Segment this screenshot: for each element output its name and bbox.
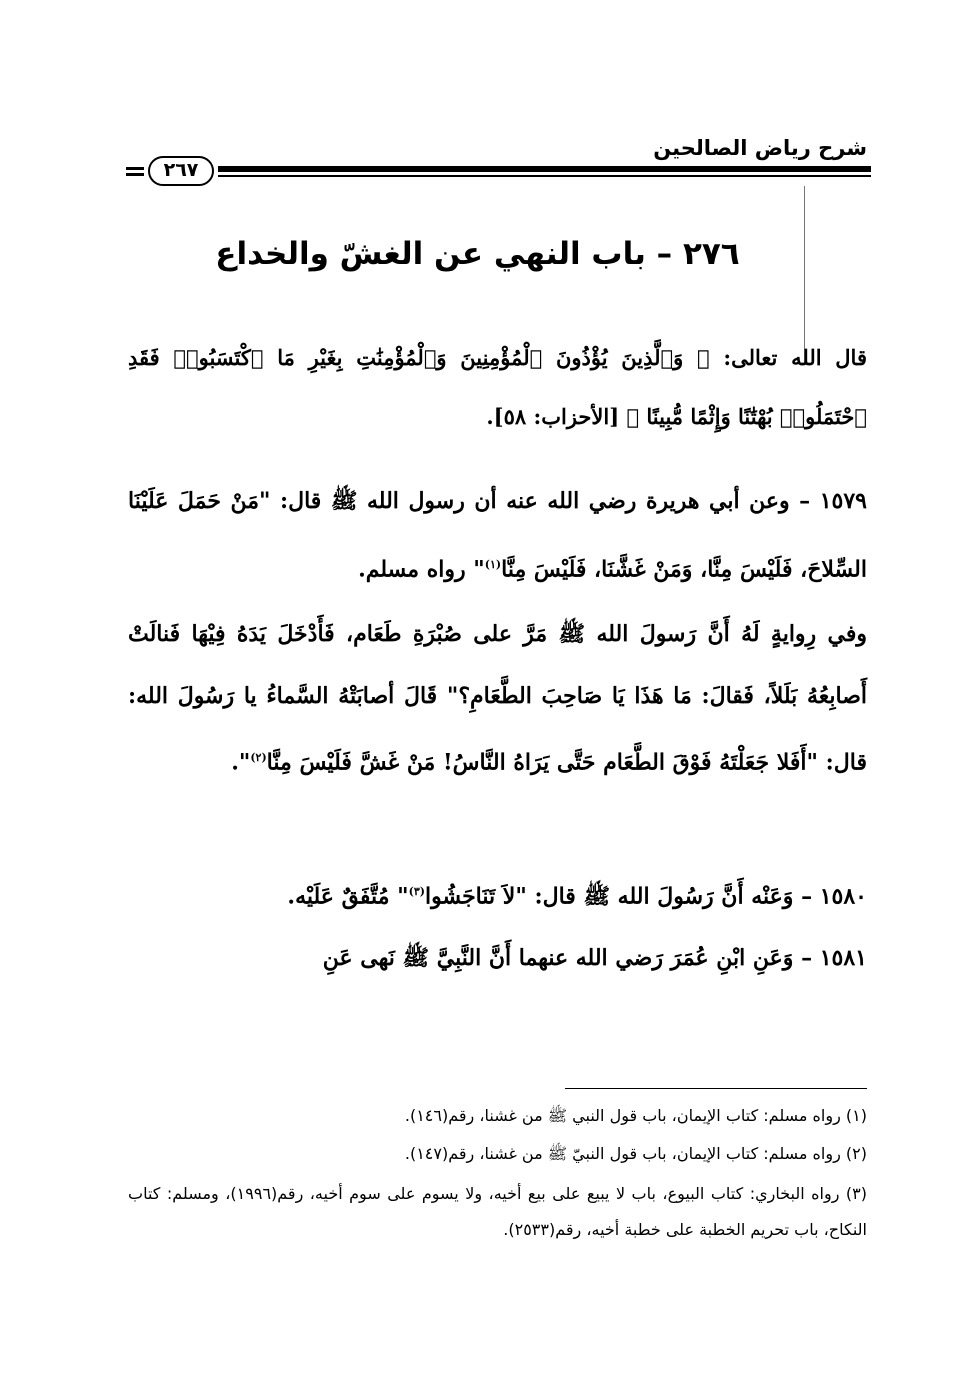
hadith-1579 <box>128 470 867 601</box>
hadith-1580 <box>128 862 867 926</box>
page-number-badge: ٢٦٧ <box>148 156 214 186</box>
hadith-text: ١٥٧٩ – وعن أبي هريرة رضي الله عنه أن رسول الله ﷺ قال: "مَنْ حَمَلَ عَلَيْنَا السِّلاحَ، فَلَيْسَ مِنَّا، وَمَنْ غَشَّنَا، فَلَيْسَ مِنَّا <box>128 488 867 583</box>
chapter-title: ٢٧٦ – باب النهي عن الغشّ والخداع <box>215 236 740 272</box>
hadith-1579-variant <box>128 603 867 793</box>
hadith-text: ١٥٨٠ – وَعَنْه أَنَّ رَسُولَ الله ﷺ قال: "لاَ تَنَاجَشُوا <box>424 883 867 910</box>
hadith-source: " رواه مسلم. <box>358 556 485 583</box>
quran-verse-paragraph: قال الله تعالى: ﴿ وَٱلَّذِينَ يُؤْذُونَ ٱلْمُؤْمِنِينَ وَٱلْمُؤْمِنَٰتِ بِغَيْرِ مَا ٱكْتَسَبُوا۟ فَقَدِ ٱحْتَمَلُوا۟ بُهْتَٰنًا وَإِثْمًا مُّبِينًا ﴾ [الأحزاب: ٥٨]. <box>128 345 867 429</box>
footnote-ref: (١) <box>484 558 502 571</box>
footnote-2: (٢) رواه مسلم: كتاب الإيمان، باب قول النبيّ ﷺ من غشنا، رقم(١٤٧). <box>404 1144 867 1163</box>
hadith-end: ". <box>231 749 251 776</box>
header-ornament <box>126 167 144 179</box>
footnote-ref: (٣) <box>408 885 425 898</box>
footnote-ref: (٢) <box>250 751 267 764</box>
footnote-1: (١) رواه مسلم: كتاب الإيمان، باب قول النبي ﷺ من غشنا، رقم(١٤٦). <box>404 1106 867 1125</box>
header-rule <box>218 166 871 180</box>
footnote-separator <box>565 1088 867 1089</box>
hadith-text: وفي رِوايةٍ لَهُ أَنَّ رَسولَ الله ﷺ مَرَّ على صُبْرَةِ طَعَام، فَأَدْخَلَ يَدَهُ فِيْهَا فَنالَتْ أَصابِعُهُ بَلَلاً، فَقالَ: مَا هَذَا يَا صَاحِبَ الطَّعَامِ؟" قَالَ أصابَتْهُ السَّماءُ يا رَسُولَ الله: قال: "أَفَلا جَعَلْتَهُ فَوْقَ الطَّعَام حَتَّى يَرَاهُ النَّاسُ! مَنْ غَشَّ فَلَيْسَ مِنَّا <box>128 621 867 776</box>
hadith-source: " مُتَّفَقٌ عَلَيْه. <box>287 883 409 910</box>
footnote-3: (٣) رواه البخاري: كتاب البيوع، باب لا يبيع على بيع أخيه، ولا يسوم على سوم أخيه، رقم(١٩٩٦)، ومسلم: كتاب النكاح، باب تحريم الخطبة على خطبة أخيه، رقم(٢٥٣٣). <box>128 1184 867 1239</box>
hadith-1581: ١٥٨١ – وَعَنِ ابْنِ عُمَرَ رَضي الله عنهما أَنَّ النَّبِيَّ ﷺ نَهى عَنِ <box>322 945 867 971</box>
book-title: شرح رياض الصالحين <box>653 136 867 160</box>
